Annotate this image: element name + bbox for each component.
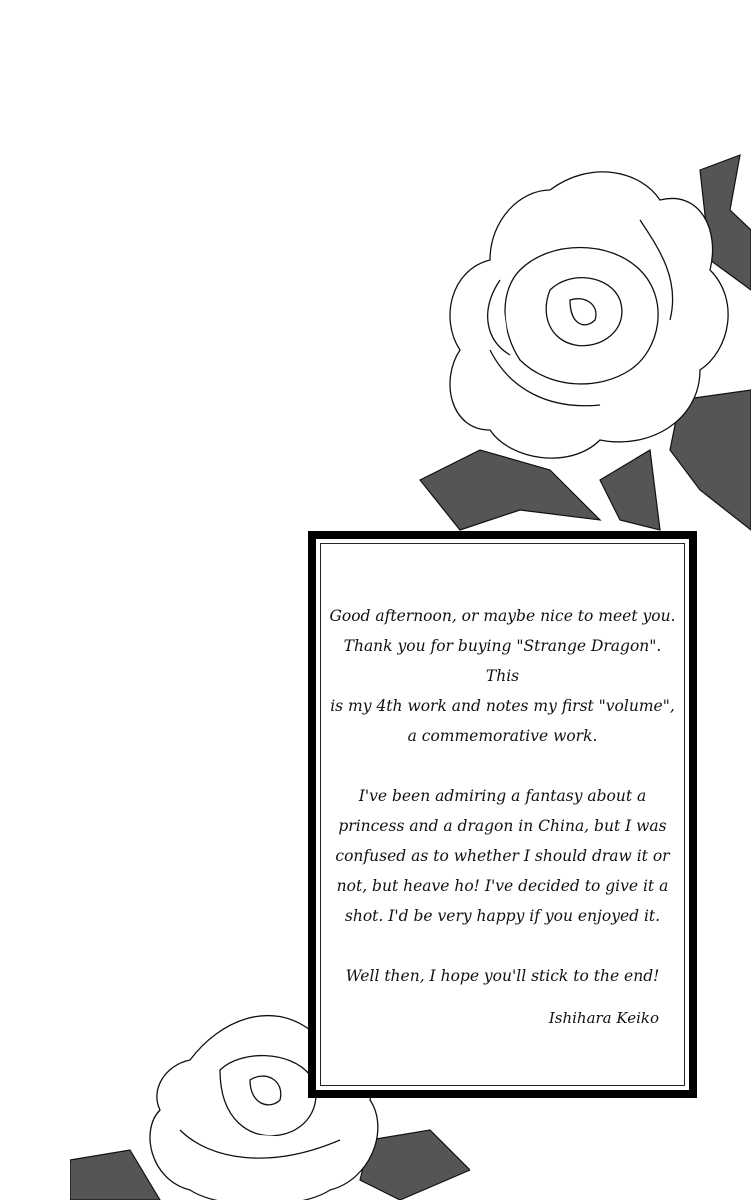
note-line: I've been admiring a fantasy about a: [358, 787, 647, 805]
note-line: shot. I'd be very happy if you enjoyed it.: [344, 907, 661, 925]
note-line: Good afternoon, or maybe nice to meet you.: [329, 607, 676, 625]
note-line: confused as to whether I should draw it or: [335, 847, 670, 865]
note-line: is my 4th work and notes my first "volume",: [330, 697, 675, 715]
note-line: princess and a dragon in China, but I was: [338, 817, 667, 835]
note-line: Well then, I hope you'll stick to the end!: [345, 967, 660, 985]
note-line: not, but heave ho! I've decided to give it a: [336, 877, 669, 895]
note-paragraph-1: [316, 601, 689, 751]
author-note: [316, 601, 689, 1021]
peony-illustration-top: [400, 150, 751, 535]
note-paragraph-2: [316, 781, 689, 931]
note-paragraph-3: [316, 961, 689, 991]
author-signature: Ishihara Keiko: [548, 1009, 659, 1027]
note-frame: [308, 531, 697, 1098]
note-line: Thank you for buying "Strange Dragon". This: [343, 637, 662, 685]
note-line: a commemorative work.: [407, 727, 598, 745]
